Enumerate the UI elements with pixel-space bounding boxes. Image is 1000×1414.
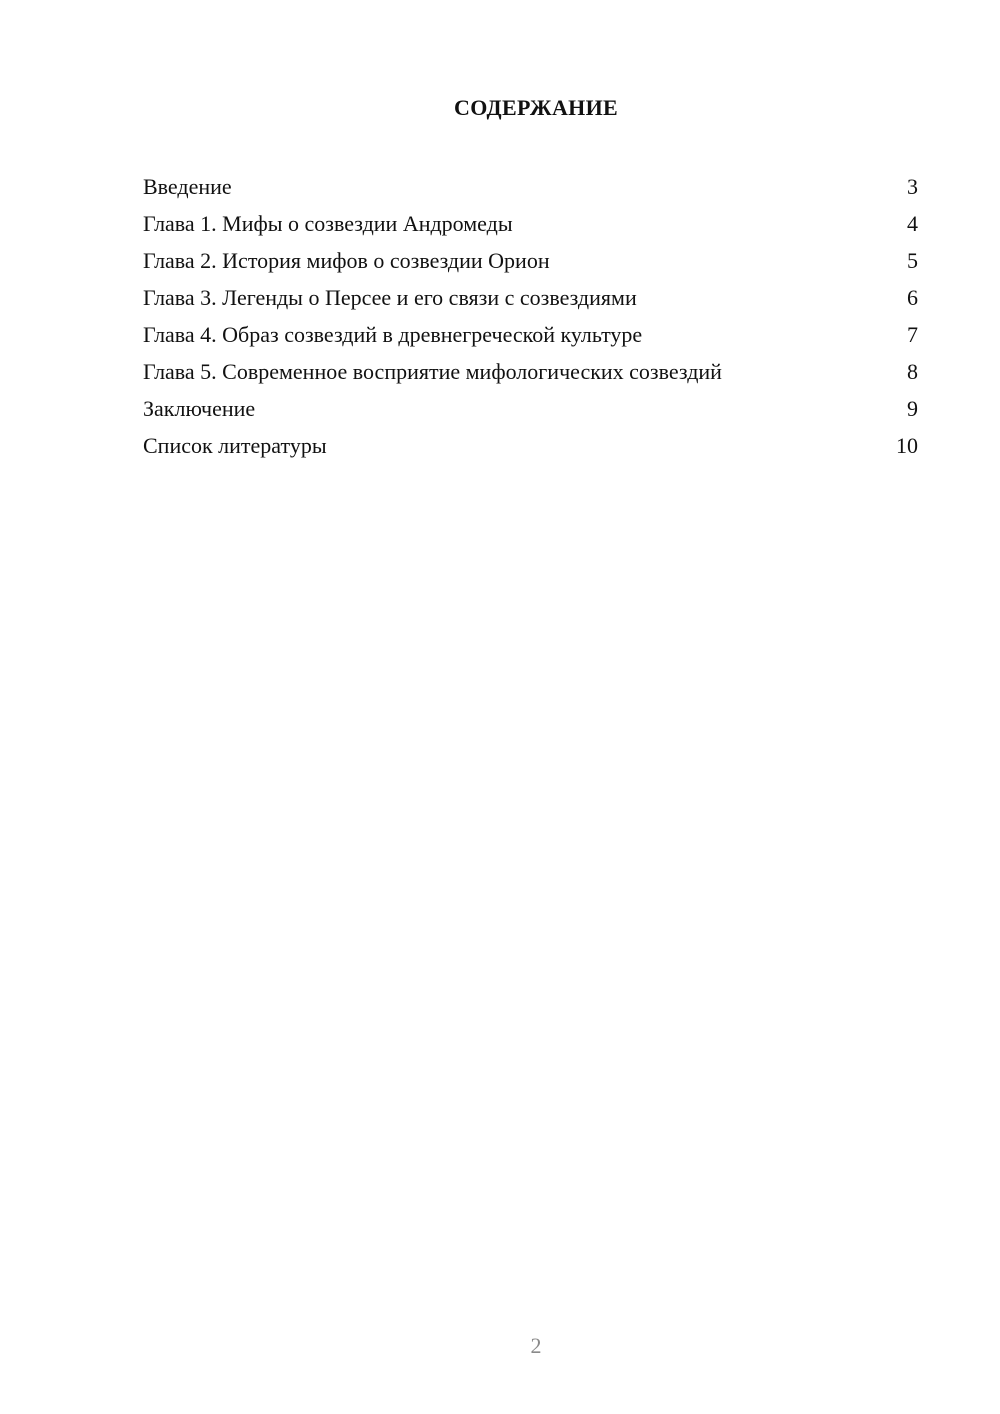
toc-item-label: Глава 1. Мифы о созвездии Андромеды bbox=[143, 211, 513, 236]
toc-item-page: 10 bbox=[896, 433, 918, 458]
toc-item-label: Заключение bbox=[143, 396, 256, 421]
toc-item-conclusion bbox=[143, 390, 918, 427]
page-number: 2 bbox=[530, 1333, 542, 1358]
toc-item-chapter-1 bbox=[143, 205, 918, 242]
toc-item-introduction bbox=[143, 168, 918, 205]
toc-item-page: 3 bbox=[907, 174, 918, 199]
toc-item-label: Список литературы bbox=[143, 433, 327, 458]
toc-item-page: 9 bbox=[907, 396, 918, 421]
toc-item-page: 5 bbox=[907, 248, 918, 273]
toc-item-chapter-5 bbox=[143, 353, 918, 390]
toc-item-label: Глава 2. История мифов о созвездии Орион bbox=[143, 248, 550, 273]
toc-item-chapter-4 bbox=[143, 316, 918, 353]
table-of-contents bbox=[143, 168, 918, 464]
toc-item-page: 7 bbox=[907, 322, 918, 347]
toc-item-label: Глава 5. Современное восприятие мифологических созвездий bbox=[143, 359, 722, 384]
toc-item-bibliography bbox=[143, 427, 918, 464]
toc-item-chapter-2 bbox=[143, 242, 918, 279]
toc-item-label: Глава 4. Образ созвездий в древнегреческой культуре bbox=[143, 322, 643, 347]
toc-item-label: Глава 3. Легенды о Персее и его связи с созвездиями bbox=[143, 285, 637, 310]
toc-item-chapter-3 bbox=[143, 279, 918, 316]
toc-item-page: 6 bbox=[907, 285, 918, 310]
toc-item-page: 4 bbox=[907, 211, 918, 236]
toc-title: СОДЕРЖАНИЕ bbox=[454, 95, 618, 120]
toc-item-label: Введение bbox=[143, 174, 232, 199]
toc-item-page: 8 bbox=[907, 359, 918, 384]
